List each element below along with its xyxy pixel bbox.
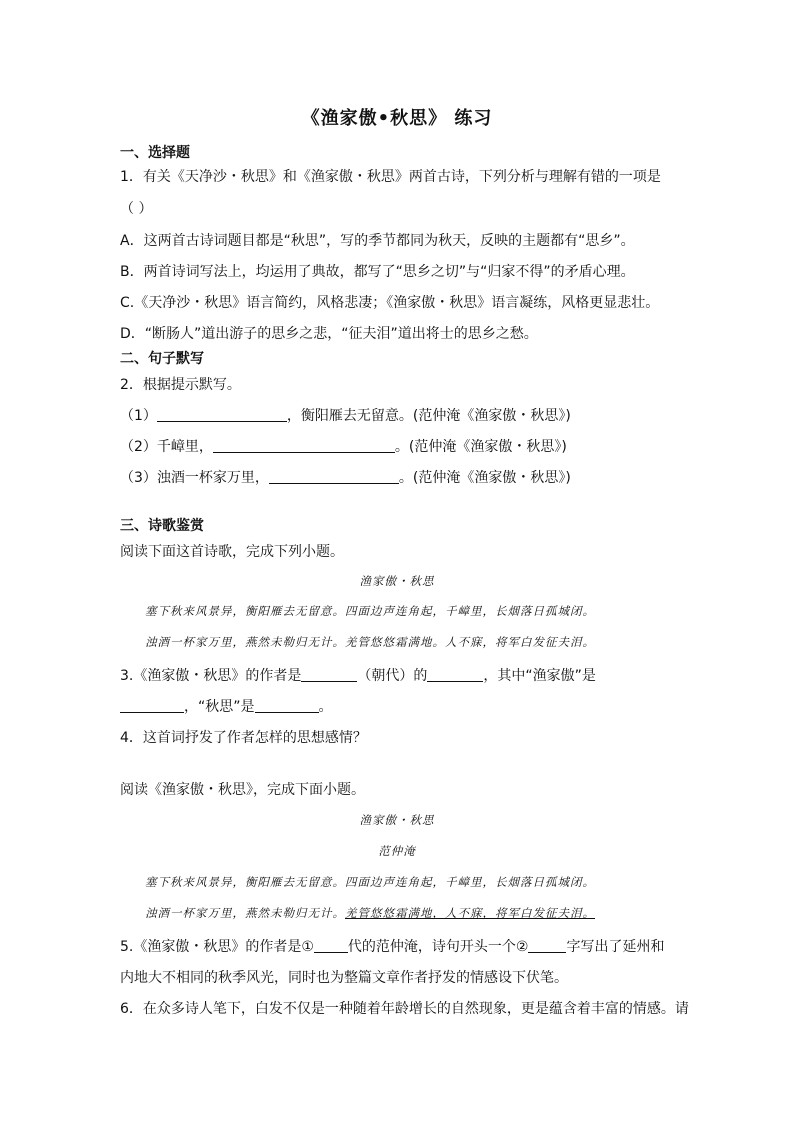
option-c: C.《天净沙・秋思》语言简约，风格悲凄；《渔家傲・秋思》语言凝练，风格更显悲壮。 xyxy=(120,295,660,311)
poem-2-title: 渔家傲・秋思 xyxy=(359,813,435,827)
poem-1-line-1: 塞下秋来风景异，衡阳雁去无留意。四面边声连角起，千嶂里，长烟落日孤城闭。 xyxy=(145,604,595,618)
dictation-2-suffix: 。(范仲淹《渔家傲・秋思》) xyxy=(394,439,567,455)
blank-q5-1[interactable] xyxy=(314,938,348,953)
question-3-line-1 xyxy=(120,665,596,685)
dictation-line-2 xyxy=(120,436,567,456)
blank-dynasty[interactable] xyxy=(427,667,483,682)
page-title: 《渔家傲•秋思》 练习 xyxy=(301,108,493,129)
poem-2-line-2 xyxy=(145,905,595,921)
poem-1-line-2: 浊酒一杯家万里，燕然未勒归无计。羌管悠悠霜满地。人不寐，将军白发征夫泪。 xyxy=(145,635,595,649)
blank-1[interactable] xyxy=(157,407,287,422)
question-5-line-1 xyxy=(120,936,664,956)
question-3-line-2 xyxy=(120,696,333,716)
reading-instruction-2: 阅读《渔家傲・秋思》，完成下面小题。 xyxy=(120,782,365,798)
option-a: A．这两首古诗词题目都是“秋思”，写的季节都同为秋天，反映的主题都有“思乡”。 xyxy=(120,233,635,249)
question-1-stem: 1．有关《天净沙・秋思》和《渔家傲・秋思》两首古诗，下列分析与理解有错的一项是 xyxy=(120,169,661,185)
option-b: B．两首诗词写法上，均运用了典故，都写了“思乡之切”与“归家不得”的矛盾心理。 xyxy=(120,264,635,280)
q5-part-c: 字写出了延州和 xyxy=(566,939,665,955)
dictation-3-prefix: （3）浊酒一杯家万里， xyxy=(120,470,269,486)
q3-part-e: 。 xyxy=(318,699,333,715)
poem-2-line-2a: 浊酒一杯家万里，燕然未勒归无计。 xyxy=(145,906,345,920)
question-4: 4．这首词抒发了作者怎样的思想感情？ xyxy=(120,730,367,746)
question-1-paren: （ ） xyxy=(120,201,153,217)
question-5-line-2: 内地大不相同的秋季风光，同时也为整篇文章作者抒发的情感设下伏笔。 xyxy=(120,970,568,986)
blank-qiusi[interactable] xyxy=(255,698,319,713)
section-heading-poetry: 三、诗歌鉴赏 xyxy=(120,518,204,534)
reading-instruction-1: 阅读下面这首诗歌，完成下列小题。 xyxy=(120,544,344,560)
blank-2[interactable] xyxy=(213,438,395,453)
blank-3[interactable] xyxy=(269,469,399,484)
dictation-2-prefix: （2）千嶂里， xyxy=(120,439,213,455)
dictation-1-prefix: （1） xyxy=(120,408,157,424)
blank-q5-2[interactable] xyxy=(528,938,566,953)
blank-author[interactable] xyxy=(301,667,357,682)
q3-part-a: 3.《渔家傲・秋思》的作者是 xyxy=(120,668,302,684)
blank-yujiaao[interactable] xyxy=(120,698,184,713)
poem-2-line-1: 塞下秋来风景异，衡阳雁去无留意。四面边声连角起，千嶂里，长烟落日孤城闭。 xyxy=(145,875,595,889)
q5-part-a: 5.《渔家傲・秋思》的作者是① xyxy=(120,939,314,955)
section-heading-dictation: 二、句子默写 xyxy=(120,351,204,367)
dictation-line-3 xyxy=(120,467,571,487)
question-6: 6．在众多诗人笔下，白发不仅是一种随着年龄增长的自然现象，更是蕴含着丰富的情感。请 xyxy=(120,1001,689,1017)
option-d: D．“断肠人”道出游子的思乡之悲，“征夫泪”道出将士的思乡之愁。 xyxy=(120,326,538,342)
section-heading-choice: 一、选择题 xyxy=(120,145,190,161)
q3-part-c: ，其中“渔家傲”是 xyxy=(483,668,596,684)
q3-part-d: ，“秋思”是 xyxy=(184,699,255,715)
poem-2-author: 范仲淹 xyxy=(378,844,416,858)
dictation-line-1 xyxy=(120,405,571,425)
poem-1-title: 渔家傲・秋思 xyxy=(359,574,435,588)
poem-2-line-2b-underlined: 羌管悠悠霜满地，人不寐，将军白发征夫泪。 xyxy=(345,906,595,920)
dictation-3-suffix: 。(范仲淹《渔家傲・秋思》) xyxy=(398,470,571,486)
question-2-stem: 2．根据提示默写。 xyxy=(120,377,241,393)
q5-part-b: 代的范仲淹，诗句开头一个② xyxy=(347,939,529,955)
dictation-1-suffix: ，衡阳雁去无留意。(范仲淹《渔家傲・秋思》) xyxy=(286,408,571,424)
q3-part-b: （朝代）的 xyxy=(357,668,428,684)
